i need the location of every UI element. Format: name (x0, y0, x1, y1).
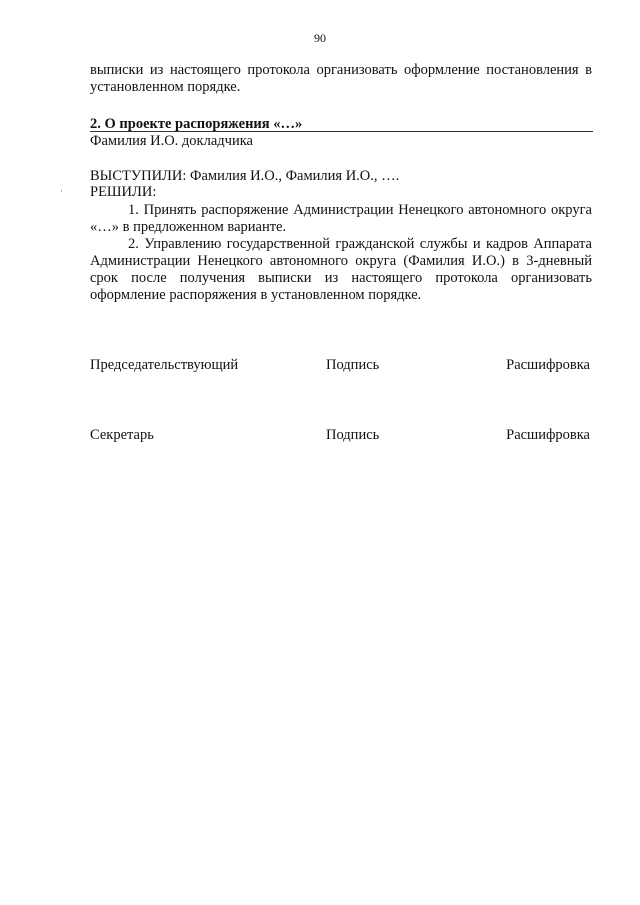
heading-underline (90, 131, 593, 132)
signature-row-secretary (90, 427, 590, 445)
section-heading: 2. О проекте распоряжения «…» (90, 116, 303, 132)
signature-decode: Расшифровка (506, 427, 590, 443)
margin-mark: · (60, 186, 63, 196)
reporter-line: Фамилия И.О. докладчика (90, 133, 253, 149)
spoke-line: ВЫСТУПИЛИ: Фамилия И.О., Фамилия И.О., …. (90, 168, 400, 184)
decision-item-1: 1. Принять распоряжение Администрации Ненецкого автономного округа «…» в предложенном варианте. (90, 202, 592, 235)
signature-row-chair (90, 357, 590, 375)
signature-sign: Подпись (326, 357, 380, 373)
signature-sign: Подпись (326, 427, 380, 443)
decision-item-2: 2. Управлению государственной гражданской службы и кадров Аппарата Администрации Ненецкого автономного округа (Фамилия И.О.) в 3-дневный срок после получения выписки из настоящего протокола организовать оформление распоряжения в установленном порядке. (90, 236, 592, 303)
signature-role: Председательствующий (90, 357, 239, 373)
signature-role: Секретарь (90, 427, 154, 443)
signature-decode: Расшифровка (506, 357, 590, 373)
decided-label: РЕШИЛИ: (90, 184, 157, 200)
intro-paragraph: выписки из настоящего протокола организовать оформление постановления в установленном порядке. (90, 62, 592, 95)
page-number: 90 (314, 31, 326, 45)
